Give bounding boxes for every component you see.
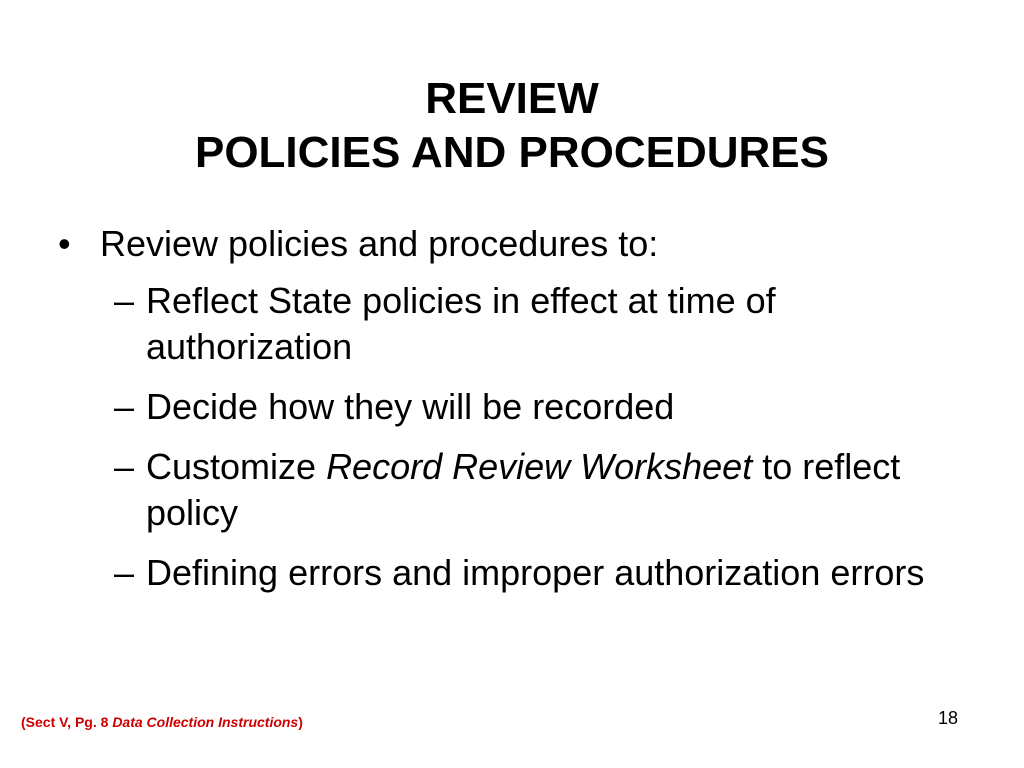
bullet-main-text: Review policies and procedures to: <box>100 223 659 264</box>
dash-icon: – <box>114 552 135 593</box>
source-reference <box>21 714 303 730</box>
sub-bullet-2 <box>58 384 946 430</box>
sub-bullet-3-prefix: Customize <box>146 446 327 487</box>
dash-icon: – <box>114 446 135 487</box>
title-line-2: POLICIES AND PROCEDURES <box>194 128 829 177</box>
dash-icon: – <box>114 280 135 321</box>
source-reference-suffix: ) <box>298 714 303 730</box>
sub-bullet-3-suffix: to reflect policy <box>146 446 901 533</box>
sub-bullet-4 <box>58 550 946 596</box>
bullet-dot-icon: • <box>58 223 71 264</box>
sub-bullet-1 <box>58 278 946 370</box>
bullet-main <box>58 222 958 266</box>
sub-bullet-1-text: Reflect State policies in effect at time of authorization <box>146 280 776 367</box>
sub-bullet-3-italic: Record Review Worksheet <box>326 446 753 487</box>
sub-bullet-2-text: Decide how they will be recorded <box>146 386 675 427</box>
page-number: 18 <box>938 708 959 728</box>
source-reference-prefix: (Sect V, Pg. 8 <box>21 714 113 730</box>
title-line-1: REVIEW <box>425 74 599 123</box>
bullet-list <box>58 222 958 610</box>
sub-bullet-4-text: Defining errors and improper authorization errors <box>146 552 925 593</box>
dash-icon: – <box>114 386 135 427</box>
slide-title <box>0 72 1024 180</box>
sub-bullet-3 <box>58 444 946 536</box>
sub-bullet-list <box>58 278 958 596</box>
source-reference-italic: Data Collection Instructions <box>112 714 299 730</box>
